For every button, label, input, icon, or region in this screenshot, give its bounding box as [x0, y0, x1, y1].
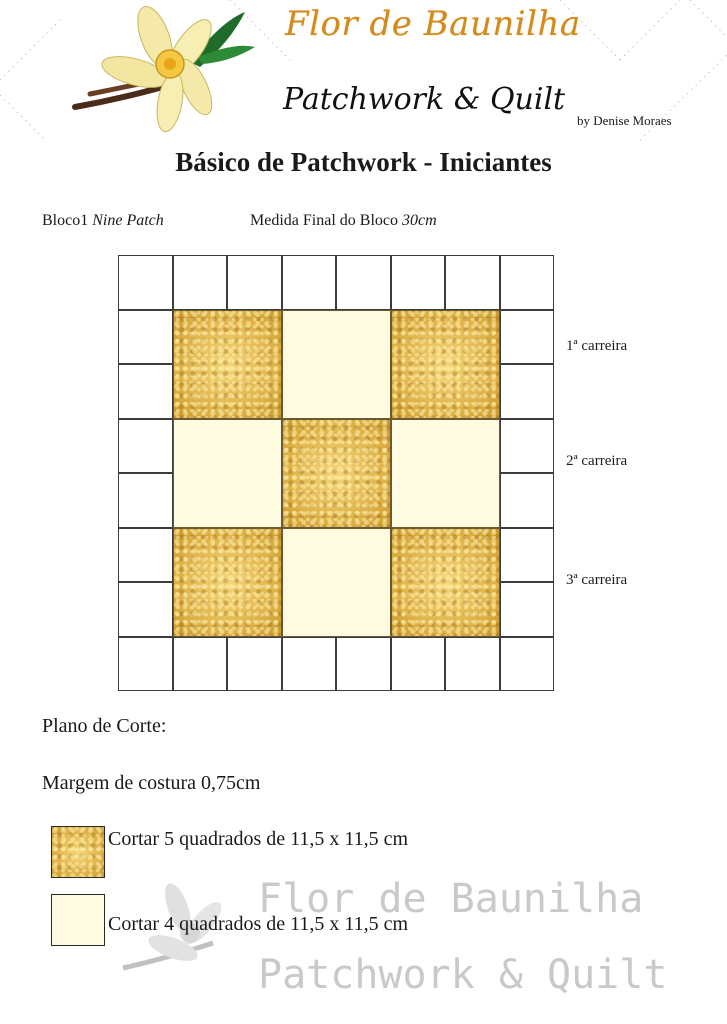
grid-cell [282, 255, 337, 310]
grid-cell [118, 419, 173, 474]
grid-cell [391, 637, 446, 692]
flower-icon [99, 2, 219, 133]
grid-cell [445, 255, 500, 310]
watermark-line-1: Flor de Baunilha [258, 876, 644, 922]
cream-patch [391, 419, 500, 528]
row-label-1: 1ª carreira [566, 338, 628, 354]
vanilla-flower-logo [70, 2, 260, 140]
gold-patch [173, 310, 282, 419]
grid-cell [118, 637, 173, 692]
cut-instruction-gold: Cortar 5 quadrados de 11,5 x 11,5 cm [108, 828, 409, 850]
grid-cell [173, 255, 228, 310]
cream-patch [173, 419, 282, 528]
row-label-2: 2ª carreira [566, 453, 628, 469]
grid-cell [118, 310, 173, 365]
grid-cell [227, 255, 282, 310]
grid-cell [173, 637, 228, 692]
grid-cell [336, 255, 391, 310]
gold-fabric-swatch [51, 826, 105, 878]
grid-cell [118, 528, 173, 583]
cream-fabric-swatch [51, 894, 105, 946]
block-pattern-name: Nine Patch [92, 212, 164, 229]
grid-cell [445, 637, 500, 692]
grid-cell [500, 310, 555, 365]
cutting-plan-title: Plano de Corte: [42, 715, 167, 737]
grid-cell [500, 528, 555, 583]
grid-cell [118, 582, 173, 637]
measure-label: Medida Final do Bloco [250, 212, 398, 229]
grid-cell [227, 637, 282, 692]
grid-cell [500, 582, 555, 637]
watermark [118, 868, 678, 1018]
grid-cell [391, 255, 446, 310]
byline: by Denise Moraes [577, 113, 672, 128]
gold-patch [173, 528, 282, 637]
brand-name: Flor de Baunilha [285, 4, 581, 44]
brand-subtitle: Patchwork & Quilt [283, 82, 566, 117]
seam-allowance: Margem de costura 0,75cm [42, 772, 261, 794]
gold-patch [391, 310, 500, 419]
grid-cell [118, 364, 173, 419]
measure-value: 30cm [401, 212, 437, 229]
grid-cell [500, 419, 555, 474]
grid-cell [500, 637, 555, 692]
watermark-line-2: Patchwork & Quilt [258, 952, 668, 998]
gold-patch [391, 528, 500, 637]
block-measure [250, 212, 437, 230]
row-label-3: 3ª carreira [566, 572, 628, 588]
block-label: Bloco1 [42, 212, 89, 229]
block-name [42, 212, 164, 230]
nine-patch-diagram [118, 255, 554, 691]
gold-patch [282, 419, 391, 528]
cut-instruction-cream: Cortar 4 quadrados de 11,5 x 11,5 cm [108, 913, 409, 935]
page-title: Básico de Patchwork - Iniciantes [175, 147, 552, 177]
grid-cell [282, 637, 337, 692]
grid-cell [500, 473, 555, 528]
grid-cell [336, 637, 391, 692]
grid-cell [500, 255, 555, 310]
grid-cell [500, 364, 555, 419]
grid-cell [118, 473, 173, 528]
grid-cell [118, 255, 173, 310]
cream-patch [282, 528, 391, 637]
cream-patch [282, 310, 391, 419]
